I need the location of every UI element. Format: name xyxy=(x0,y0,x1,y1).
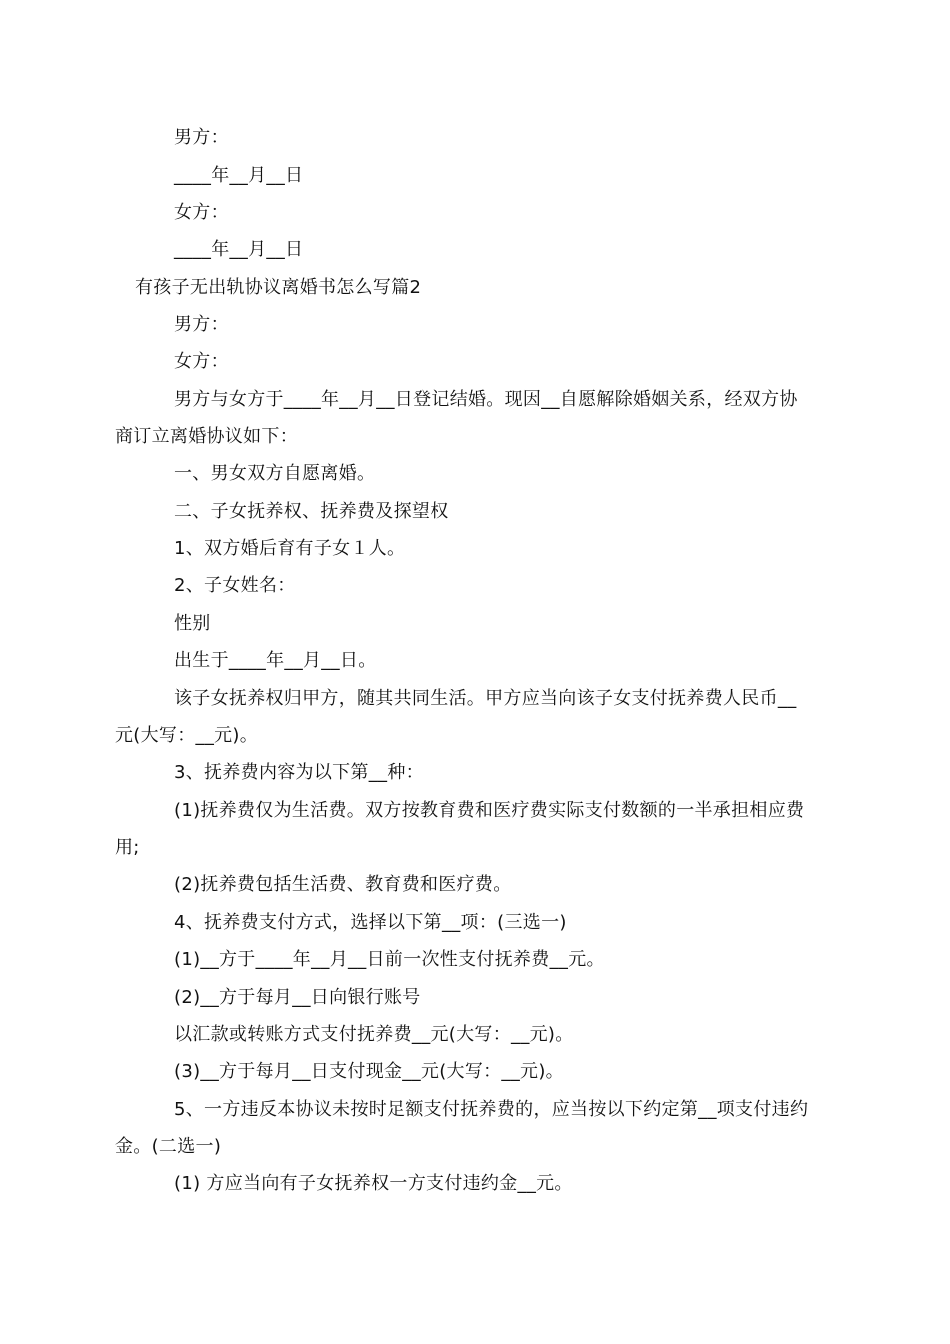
payment-option-3: (3)__方于每月__日支付现金__元(大写：__元)。 xyxy=(174,1061,564,1082)
custody-paragraph-line-1: 该子女抚养权归甲方，随其共同生活。甲方应当向该子女支付抚养费人民币__ xyxy=(174,688,797,709)
payment-option-1: (1)__方于____年__月__日前一次性支付抚养费__元。 xyxy=(174,949,605,970)
option-1-line-1: (1)抚养费仅为生活费。双方按教育费和医疗费实际支付数额的一半承担相应费 xyxy=(174,800,805,821)
birth-date-line: 出生于____年__月__日。 xyxy=(174,650,377,671)
clause-2-item-2: 2、子女姓名： xyxy=(174,575,296,596)
payment-option-2-cont: 以汇款或转账方式支付抚养费__元(大写：__元)。 xyxy=(174,1024,574,1045)
gender-line: 性别 xyxy=(174,613,211,634)
section-title: 有孩子无出轨协议离婚书怎么写篇2 xyxy=(135,277,422,298)
clause-2-item-5-line-2: 金。(二选一) xyxy=(115,1136,222,1157)
paragraph-marriage-line-1: 男方与女方于____年__月__日登记结婚。现因__自愿解除婚姻关系，经双方协 xyxy=(174,389,798,410)
clause-2-heading: 二、子女抚养权、抚养费及探望权 xyxy=(174,501,449,522)
paragraph-marriage-line-2: 商订立离婚协议如下： xyxy=(115,426,298,447)
option-2: (2)抚养费包括生活费、教育费和医疗费。 xyxy=(174,874,512,895)
female-party-label-2: 女方： xyxy=(174,351,229,372)
male-party-label: 男方： xyxy=(174,127,229,148)
clause-2-item-4: 4、抚养费支付方式，选择以下第__项：(三选一) xyxy=(174,912,567,933)
clause-2-item-3: 3、抚养费内容为以下第__种： xyxy=(174,762,424,783)
custody-paragraph-line-2: 元(大写：__元)。 xyxy=(115,725,259,746)
clause-2-item-1: 1、双方婚后育有子女１人。 xyxy=(174,538,406,559)
female-date-line: ____年__月__日 xyxy=(174,239,304,260)
clause-1: 一、男女双方自愿离婚。 xyxy=(174,463,376,484)
penalty-option-1: (1) 方应当向有子女抚养权一方支付违约金__元。 xyxy=(174,1173,573,1194)
male-date-line: ____年__月__日 xyxy=(174,165,304,186)
clause-2-item-5-line-1: 5、一方违反本协议未按时足额支付抚养费的，应当按以下约定第__项支付违约 xyxy=(174,1099,809,1120)
option-1-line-2: 用; xyxy=(115,837,140,858)
male-party-label-2: 男方： xyxy=(174,314,229,335)
payment-option-2: (2)__方于每月__日向银行账号 xyxy=(174,987,421,1008)
female-party-label: 女方： xyxy=(174,202,229,223)
